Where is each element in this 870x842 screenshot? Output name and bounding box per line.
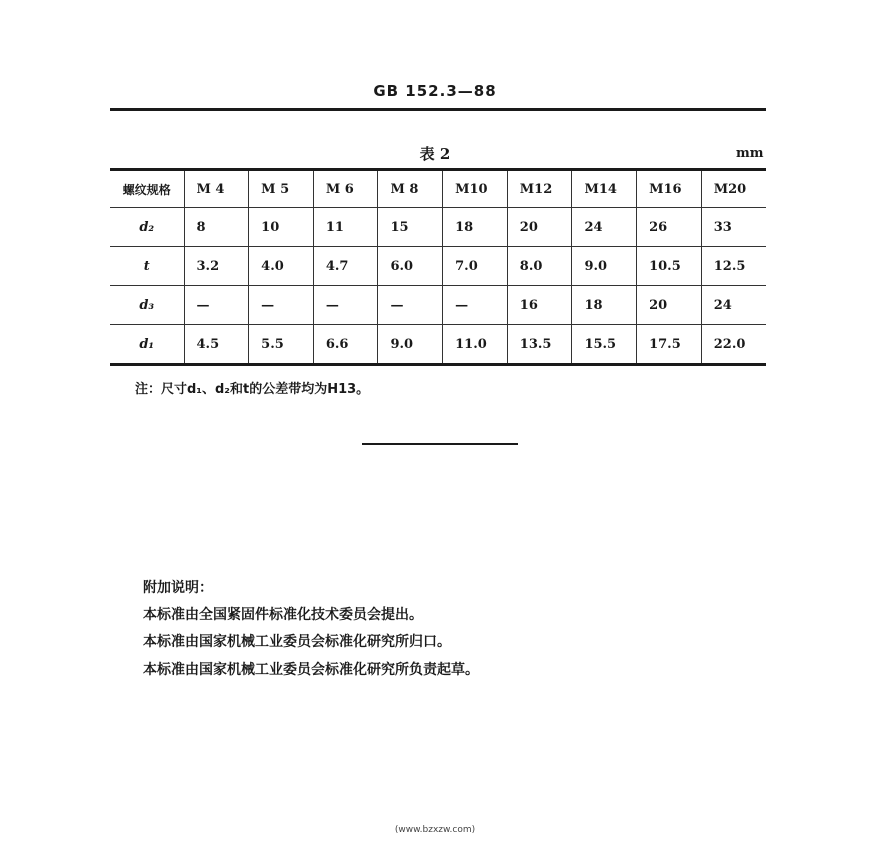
table-cell: 18 bbox=[572, 286, 637, 325]
table-cell: 11 bbox=[313, 208, 378, 247]
header-rule bbox=[110, 108, 766, 111]
table-caption: 表 2 bbox=[419, 145, 451, 163]
table-unit: mm bbox=[736, 146, 764, 161]
table-cell: 24 bbox=[701, 286, 766, 325]
row-label: d₂ bbox=[110, 208, 184, 247]
table-cell: — bbox=[313, 286, 378, 325]
additional-notes-title: 附加说明： bbox=[143, 580, 213, 596]
table-cell: 9.0 bbox=[572, 247, 637, 286]
additional-note-line: 本标准由国家机械工业委员会标准化研究所归口。 bbox=[143, 634, 451, 650]
table-cell: 15.5 bbox=[572, 325, 637, 365]
table-cell: 8.0 bbox=[507, 247, 572, 286]
header-cell: M20 bbox=[701, 170, 766, 208]
additional-note-line: 本标准由全国紧固件标准化技术委员会提出。 bbox=[143, 607, 423, 623]
table-cell: 7.0 bbox=[443, 247, 508, 286]
table-cell: 8 bbox=[184, 208, 249, 247]
header-cell: M10 bbox=[443, 170, 508, 208]
table-row bbox=[110, 247, 766, 286]
header-cell: M16 bbox=[637, 170, 702, 208]
table-cell: 15 bbox=[378, 208, 443, 247]
table-cell: 10.5 bbox=[637, 247, 702, 286]
header-cell: M 6 bbox=[313, 170, 378, 208]
table-header-row bbox=[110, 170, 766, 208]
table-cell: 17.5 bbox=[637, 325, 702, 365]
table-cell: 5.5 bbox=[249, 325, 314, 365]
end-rule bbox=[362, 443, 518, 445]
table-cell: 26 bbox=[637, 208, 702, 247]
spec-table bbox=[110, 168, 766, 366]
table-cell: 4.0 bbox=[249, 247, 314, 286]
table-cell: 10 bbox=[249, 208, 314, 247]
document-header-title: GB 152.3—88 bbox=[373, 82, 497, 100]
table-cell: — bbox=[249, 286, 314, 325]
row-label: d₃ bbox=[110, 286, 184, 325]
table-cell: 22.0 bbox=[701, 325, 766, 365]
table-cell: 13.5 bbox=[507, 325, 572, 365]
table-cell: 18 bbox=[443, 208, 508, 247]
table-cell: 33 bbox=[701, 208, 766, 247]
table-note: 注：尺寸d₁、d₂和t的公差带均为H13。 bbox=[135, 382, 370, 397]
header-cell: M 4 bbox=[184, 170, 249, 208]
table-cell: 12.5 bbox=[701, 247, 766, 286]
table-cell: 20 bbox=[507, 208, 572, 247]
header-cell: M14 bbox=[572, 170, 637, 208]
table-row bbox=[110, 325, 766, 365]
table-cell: 3.2 bbox=[184, 247, 249, 286]
header-cell: 螺纹规格 bbox=[110, 170, 184, 208]
table-cell: — bbox=[378, 286, 443, 325]
footer-watermark: (www.bzxzw.com) bbox=[394, 825, 476, 835]
table-cell: 4.7 bbox=[313, 247, 378, 286]
table-cell: 9.0 bbox=[378, 325, 443, 365]
table-cell: 11.0 bbox=[443, 325, 508, 365]
table-cell: 4.5 bbox=[184, 325, 249, 365]
table-row bbox=[110, 208, 766, 247]
table-cell: — bbox=[184, 286, 249, 325]
header-cell: M12 bbox=[507, 170, 572, 208]
table-cell: 24 bbox=[572, 208, 637, 247]
table-cell: 6.6 bbox=[313, 325, 378, 365]
header-cell: M 5 bbox=[249, 170, 314, 208]
table-cell: — bbox=[443, 286, 508, 325]
additional-note-line: 本标准由国家机械工业委员会标准化研究所负责起草。 bbox=[143, 662, 479, 678]
header-cell: M 8 bbox=[378, 170, 443, 208]
table-row bbox=[110, 286, 766, 325]
table-cell: 20 bbox=[637, 286, 702, 325]
row-label: t bbox=[110, 247, 184, 286]
row-label: d₁ bbox=[110, 325, 184, 365]
table-cell: 16 bbox=[507, 286, 572, 325]
table-cell: 6.0 bbox=[378, 247, 443, 286]
